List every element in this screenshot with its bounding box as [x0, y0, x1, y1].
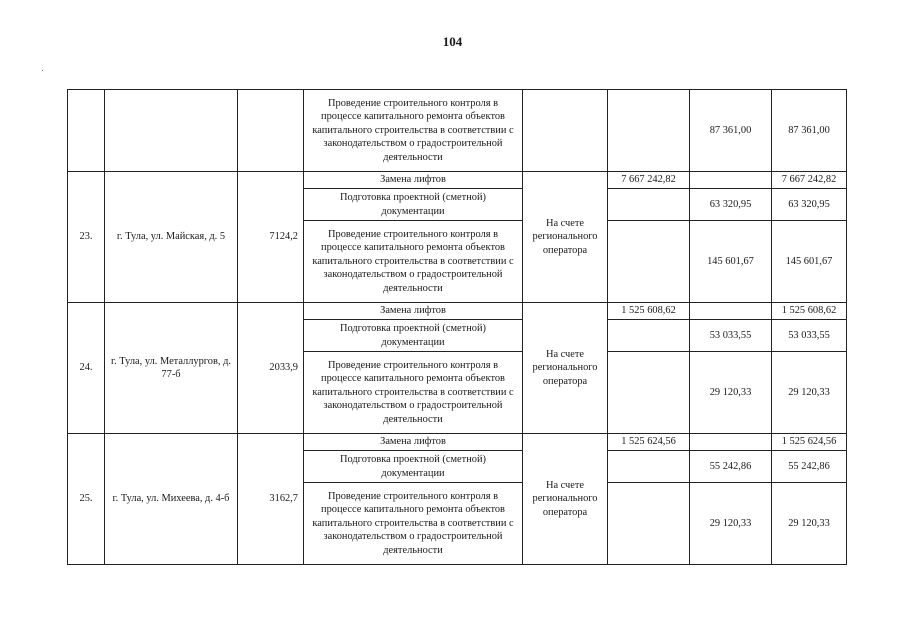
address-cell	[105, 90, 238, 172]
cost-total-cell: 55 242,86	[772, 451, 847, 483]
work-name-cell: Подготовка проектной (сметной) документации	[304, 189, 523, 221]
cost-col1-cell: 1 525 608,62	[608, 303, 690, 320]
address-cell: г. Тула, ул. Михеева, д. 4-б	[105, 434, 238, 565]
work-name-cell: Проведение строительного контроля в процессе капитального ремонта объектов капитального строительства в соответствии с законодательством о градостроительной деятельности	[304, 90, 523, 172]
cost-col2-cell: 53 033,55	[690, 320, 772, 352]
cost-col2-cell	[690, 303, 772, 320]
cost-col1-cell	[608, 90, 690, 172]
cost-col2-cell: 55 242,86	[690, 451, 772, 483]
row-number-cell: 24.	[68, 303, 105, 434]
cost-col2-cell: 87 361,00	[690, 90, 772, 172]
cost-col1-cell	[608, 483, 690, 565]
cost-total-cell: 29 120,33	[772, 352, 847, 434]
table-row	[68, 434, 847, 451]
cost-total-cell: 63 320,95	[772, 189, 847, 221]
work-name-cell: Проведение строительного контроля в процессе капитального ремонта объектов капитального строительства в соответствии с законодательством о градостроительной деятельности	[304, 483, 523, 565]
cost-col1-cell	[608, 320, 690, 352]
repair-program-table	[67, 89, 847, 565]
fund-cell: На счете регионального оператора	[523, 172, 608, 303]
work-name-cell: Проведение строительного контроля в процессе капитального ремонта объектов капитального строительства в соответствии с законодательством о градостроительной деятельности	[304, 352, 523, 434]
cost-total-cell: 7 667 242,82	[772, 172, 847, 189]
area-cell: 3162,7	[238, 434, 304, 565]
work-name-cell: Подготовка проектной (сметной) документации	[304, 451, 523, 483]
work-name-cell: Подготовка проектной (сметной) документации	[304, 320, 523, 352]
area-cell: 7124,2	[238, 172, 304, 303]
cost-total-cell: 53 033,55	[772, 320, 847, 352]
cost-col1-cell	[608, 189, 690, 221]
cost-col1-cell	[608, 451, 690, 483]
cost-col2-cell	[690, 434, 772, 451]
cost-col1-cell	[608, 221, 690, 303]
cost-col1-cell	[608, 352, 690, 434]
table-row	[68, 172, 847, 189]
table-row	[68, 303, 847, 320]
address-cell: г. Тула, ул. Майская, д. 5	[105, 172, 238, 303]
cost-total-cell: 145 601,67	[772, 221, 847, 303]
cost-col2-cell	[690, 172, 772, 189]
cost-total-cell: 1 525 608,62	[772, 303, 847, 320]
cost-col1-cell: 7 667 242,82	[608, 172, 690, 189]
cost-col2-cell: 145 601,67	[690, 221, 772, 303]
cost-col2-cell: 63 320,95	[690, 189, 772, 221]
work-name-cell: Замена лифтов	[304, 303, 523, 320]
cost-total-cell: 29 120,33	[772, 483, 847, 565]
cost-col1-cell: 1 525 624,56	[608, 434, 690, 451]
cost-col2-cell: 29 120,33	[690, 483, 772, 565]
cost-col2-cell: 29 120,33	[690, 352, 772, 434]
fund-cell: На счете регионального оператора	[523, 434, 608, 565]
work-name-cell: Замена лифтов	[304, 172, 523, 189]
page-number: 104	[442, 34, 463, 49]
address-cell: г. Тула, ул. Металлургов, д. 77-б	[105, 303, 238, 434]
work-name-cell: Проведение строительного контроля в процессе капитального ремонта объектов капитального строительства в соответствии с законодательством о градостроительной деятельности	[304, 221, 523, 303]
table-row	[68, 90, 847, 172]
work-name-cell: Замена лифтов	[304, 434, 523, 451]
cost-total-cell: 1 525 624,56	[772, 434, 847, 451]
area-cell	[238, 90, 304, 172]
row-number-cell: 23.	[68, 172, 105, 303]
fund-cell	[523, 90, 608, 172]
scan-speck	[42, 70, 43, 71]
area-cell: 2033,9	[238, 303, 304, 434]
row-number-cell: 25.	[68, 434, 105, 565]
cost-total-cell: 87 361,00	[772, 90, 847, 172]
fund-cell: На счете регионального оператора	[523, 303, 608, 434]
row-number-cell	[68, 90, 105, 172]
